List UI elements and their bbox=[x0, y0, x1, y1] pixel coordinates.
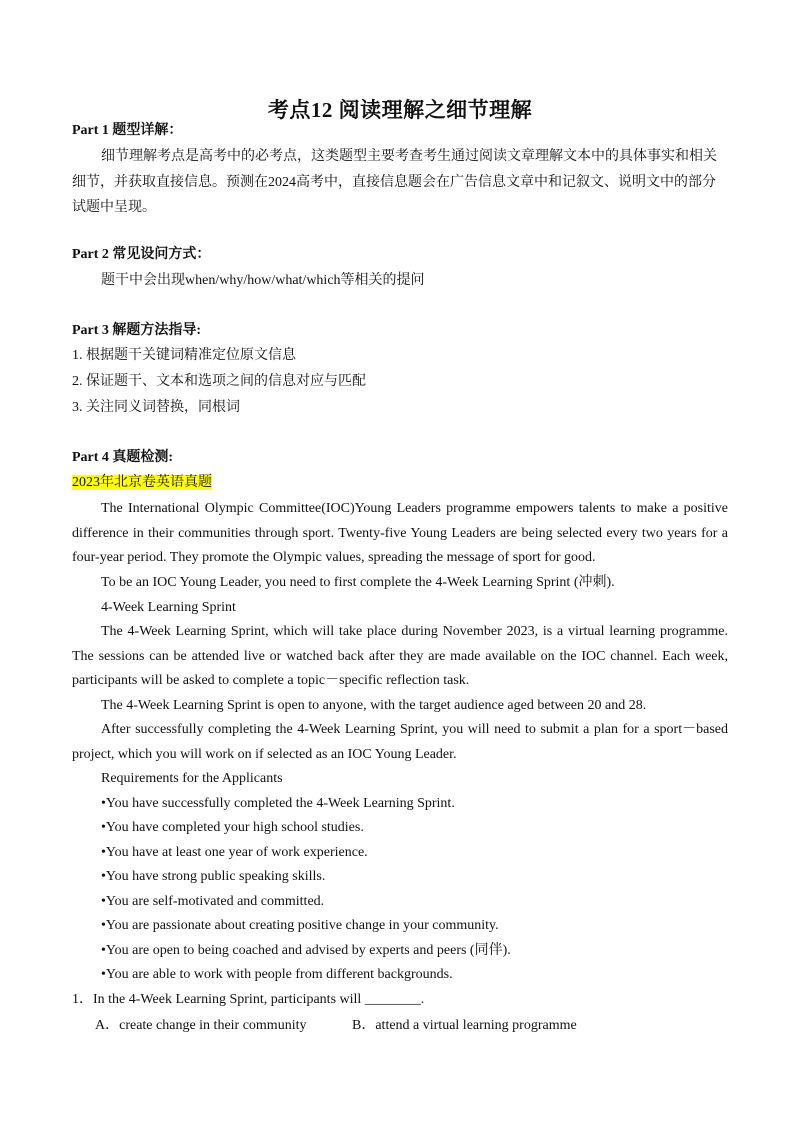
passage-line-9: After successfully completing the 4-Week Learning Sprint, you will need to submit a plan for a sport－based bbox=[101, 722, 728, 737]
passage-line-10: project, which you will work on if selected as an IOC Young Leader. bbox=[72, 747, 457, 762]
requirements-heading: Requirements for the Applicants bbox=[101, 771, 283, 786]
requirement-item: • You are able to work with people from different backgrounds. bbox=[101, 966, 453, 984]
passage-line-8: The 4-Week Learning Sprint is open to anyone, with the target audience aged between 20 and 28. bbox=[101, 698, 647, 713]
requirement-item: • You have strong public speaking skills. bbox=[101, 868, 325, 886]
source-highlight: 2023年北京卷英语真题 bbox=[72, 475, 212, 490]
requirement-item: • You are passionate about creating positive change in your community. bbox=[101, 917, 499, 935]
part3-item-3: 3. 关注同义词替换，同根词 bbox=[72, 400, 240, 415]
source-label bbox=[72, 474, 212, 492]
part2-heading: Part 2 常见设问方式： bbox=[72, 247, 211, 262]
part1-line-3: 试题中呈现。 bbox=[72, 200, 156, 215]
passage-subheading: 4-Week Learning Sprint bbox=[101, 600, 236, 615]
passage-line-5: The 4-Week Learning Sprint, which will take place during November 2023, is a virtual learning programme. bbox=[101, 624, 728, 639]
passage-line-6: The sessions can be attended live or watched back after they are made available on the IOC channel. Each week, bbox=[72, 649, 728, 664]
passage-line-4: To be an IOC Young Leader, you need to first complete the 4-Week Learning Sprint (冲刺). bbox=[101, 575, 615, 590]
passage-line-2: difference in their communities through sport. Twenty-five Young Leaders are being selected every two years for a bbox=[72, 526, 728, 541]
part3-heading: Part 3 解题方法指导: bbox=[72, 323, 202, 338]
part1-heading: Part 1 题型详解： bbox=[72, 123, 183, 138]
part3-item-2: 2. 保证题干、文本和选项之间的信息对应与匹配 bbox=[72, 374, 366, 389]
question-stem: 1．In the 4-Week Learning Sprint, participants will ________. bbox=[72, 992, 425, 1007]
requirement-item: • You are self-motivated and committed. bbox=[101, 893, 324, 911]
part1-line-2: 细节，并获取直接信息。预测在2024高考中，直接信息题会在广告信息文章中和记叙文、说明文中的部分 bbox=[72, 175, 716, 190]
passage-line-1: The International Olympic Committee(IOC)Young Leaders programme empowers talents to make a positive bbox=[101, 501, 728, 516]
part1-line-1: 细节理解考点是高考中的必考点，这类题型主要考查考生通过阅读文章理解文本中的具体事实和相关 bbox=[101, 149, 717, 164]
option-a: A．create change in their community bbox=[95, 1018, 307, 1033]
part2-line: 题干中会出现when/why/how/what/which等相关的提问 bbox=[101, 273, 425, 288]
passage-line-3: four-year period. They promote the Olympic values, spreading the message of sport for good. bbox=[72, 550, 596, 565]
requirement-item: • You have successfully completed the 4-Week Learning Sprint. bbox=[101, 795, 455, 813]
part3-item-1: 1. 根据题干关键词精准定位原文信息 bbox=[72, 348, 296, 363]
requirement-item: • You have at least one year of work experience. bbox=[101, 844, 368, 862]
requirement-item: • You have completed your high school studies. bbox=[101, 819, 364, 837]
page-title: 考点12 阅读理解之细节理解 bbox=[267, 98, 533, 122]
part4-heading: Part 4 真题检测: bbox=[72, 450, 174, 465]
passage-line-7: participants will be asked to complete a topic－specific reflection task. bbox=[72, 673, 470, 688]
option-b: B．attend a virtual learning programme bbox=[352, 1018, 577, 1033]
requirement-item: • You are open to being coached and advised by experts and peers (同伴). bbox=[101, 942, 511, 960]
